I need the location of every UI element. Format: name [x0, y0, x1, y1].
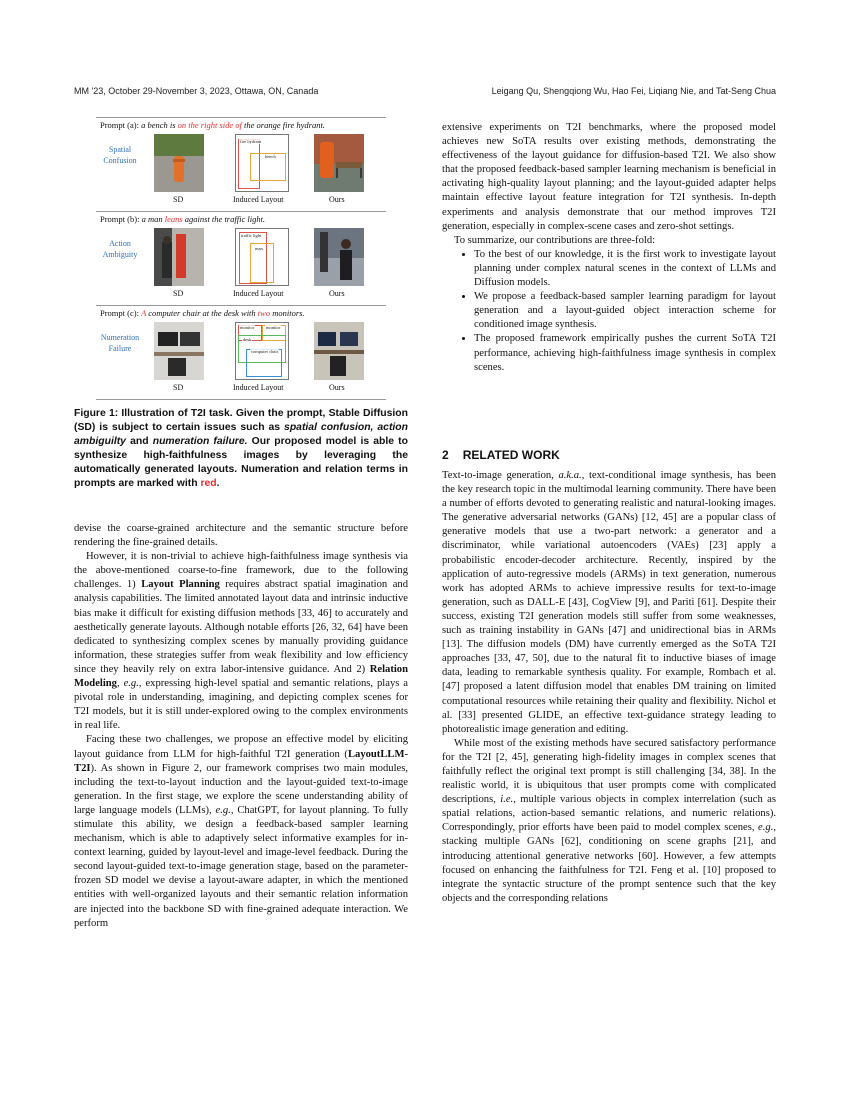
- list-item: • The proposed framework empirically pushes the current SoTA T2I performance, achieving high-faithfulness image synthesis in complex scenes.: [474, 332, 776, 374]
- paragraph: While most of the existing methods have secured satisfactory performance for the T2I [2, 45], generating high-fidelity images in complex scenes that faithfully reflect the original text prompt is still challenging [34, 38]. In the realistic world, it is ubiquitous that user prompts come with complicated descriptions, i.e., multiple various objects in complex interrelation (such as spatial relations, action-based semantic relations, and numeric relations). Correspondingly, prior efforts have been paid to model complex scenes, e.g., stacking multiple GANs [62], conditioning on scene graphs [21], and introducing attentional generative networks [60]. However, a few attempts focused on enhancing the faithfulness for T2I. Feng et al. [10] proposed to integrate the syntactic structure of the prompt sentence such that the key objects and the corresponding relations: [442, 737, 776, 904]
- figure-caption: Figure 1: Illustration of T2I task. Given the prompt, Stable Diffusion (SD) is subject to certain issues such as spatial confusion, action ambiguilty and numeration failure. Our proposed model is able to synthesize high-faithfulness images by leveraging the automatically generated layouts. Numeration and relation terms in prompts are marked with red.: [74, 408, 408, 489]
- paragraph: However, it is non-trivial to achieve high-faithfulness image synthesis via the above-mentioned coarse-to-fine framework, due to the following challenges. 1) Layout Planning requires abstract spatial imagination and analysis capabilities. The limited annotated layout data and intrinsic inductive bias make it difficult for existing diffusion methods [33, 46] to accurately and aesthetically generate layouts. Although notable efforts [26, 32, 64] have been dedicated to synthesizing complex scenes by manually providing guidance information, these strategies suffer from weak flexibility and low efficiency since they heavily rely on extra labor-intensive guidance. And 2) Relation Modeling, e.g., expressing high-level spatial and semantic relations, plays a pivotal role in understanding, imagining, and depicting complex scenes for T2I models, but it is still under-explored owing to the complex environments in real life.: [74, 551, 409, 732]
- prompt-b: Prompt (b): a man leans against the traffic light.: [100, 214, 266, 224]
- prompt-a: Prompt (a): a bench is on the right side of the orange fire hydrant.: [100, 120, 325, 130]
- running-header-left: MM '23, October 29-November 3, 2023, Ottawa, ON, Canada: [74, 86, 319, 96]
- sd-image: [154, 228, 204, 286]
- col-label-sd: SD: [173, 195, 184, 204]
- paragraph: Facing these two challenges, we propose an effective model by eliciting layout guidance from LLM for high-faithful T2I generation (LayoutLLM-T2I). As shown in Figure 2, our framework comprises two main modules, including the text-to-layout induction and the layout-guided text-to-image generation. In the first stage, we explore the scene understanding ability of large language models (LLMs), e.g., ChatGPT, for layout planning. To fully stimulate this ability, we design a feedback-based sampler learning mechanism, which is able to adaptively select informative examples for in-context learning, guided by layout-level and image-level feedback. During the second layout-guided text-to-image generation stage, based on the parameter-frozen SD model we devise a layout-aware adapter, in which the mentioned entities with well-organized layouts and their semantic relation information are injected into the backbone SD with fine-grained adequate interaction. We perform: [74, 734, 408, 929]
- col-label-layout: Induced Layout: [233, 195, 284, 204]
- prompt-c: Prompt (c): A computer chair at the desk with two monitors.: [100, 308, 305, 318]
- figure-1: [96, 117, 386, 400]
- left-column-text: [74, 522, 408, 931]
- right-column-text: [442, 121, 776, 375]
- related-work-text: [442, 469, 776, 906]
- induced-layout: traffic light man: [235, 228, 289, 286]
- section-heading: 2 RELATED WORK: [442, 448, 560, 462]
- category-label: Numeration Failure: [100, 333, 140, 353]
- induced-layout: monitor monitor desk computer chair: [235, 322, 289, 380]
- col-label-ours: Ours: [329, 195, 345, 204]
- figure-row-a: [96, 117, 386, 211]
- category-label: Spatial Confusion: [103, 145, 137, 165]
- induced-layout: fire hydrant bench: [235, 134, 289, 192]
- ours-image: [314, 134, 364, 192]
- paragraph: extensive experiments on T2I benchmarks, where the proposed model achieves new SoTA results over existing methods, demonstrating the effectiveness of the layout guidance for diffusion-based T2I. We also show that the proposed feedback-based sampler learning mechanism is beneficial in activating high-quality layout planning; and the layout-guided adapter helps maintain effective layout feature integration for T2I synthesis. In-depth experiments and analysis demonstrate that our method improves T2I generation, especially in complex-scene cases and zero-shot settings.: [442, 122, 776, 232]
- sd-image: [154, 134, 204, 192]
- category-label: Action Ambiguity: [102, 239, 138, 259]
- contributions-list: [442, 248, 776, 375]
- list-item: • To the best of our knowledge, it is the first work to investigate layout planning under complex natural scenes in the context of LLMs and Diffusion models.: [474, 248, 776, 290]
- paragraph: To summarize, our contributions are three-fold:: [454, 234, 656, 246]
- figure-row-c: Prompt (c): A computer chair at the desk with two monitors. Numeration Failure monitor monitor desk computer chair SD Induced Layout Ours: [96, 305, 386, 400]
- paragraph: Text-to-image generation, a.k.a., text-conditional image synthesis, has been the key research topic in the multimodal learning community. There have been a number of efforts devoted to generating realistic and natural-looking images. The generative adversarial networks (GANs) [12, 45] are a popular class of generative models that use a two-part network: a generator and a discriminator, while variational autoencoders (VAEs) [23] apply a probabilistic encoder-decoder architecture. Recently, inspired by the application of auto-regressive models (ARMs) in text generation, numerous work has adopted ARMs to achieve impressive results for text-to-image generation, such as DALL-E [43], CogView [9], and Pariti [61]. Despite their success, existing T2I generation models still suffer from some weaknesses, such as training instability in GANs [47] and unidirectional bias in ARMs [13]. The diffusion models (DM) have currently emerged as the SoTA T2I approaches [33, 47, 50], due to the natural fit to inductive biases of image data, leading to remarkable synthesis quality. For example, Rombach et al. [47] proposed a latent diffusion model that enables DM training on limited computational resources while retaining their quality and flexibility. Nichol et al. [33] presented GLIDE, an effective text-guidance strategy leading to photorealistic image generation and editing.: [442, 470, 777, 735]
- ours-image: [314, 228, 364, 286]
- running-header-right: Leigang Qu, Shengqiong Wu, Hao Fei, Liqiang Nie, and Tat-Seng Chua: [491, 86, 776, 96]
- figure-row-b: Prompt (b): a man leans against the traffic light. Action Ambiguity traffic light man SD Induced Layout Ours: [96, 211, 386, 305]
- list-item: • We propose a feedback-based sampler learning paradigm for layout generation and a layout-guided object interaction scheme for conditioned image synthesis.: [474, 290, 776, 332]
- sd-image: [154, 322, 204, 380]
- paragraph: devise the coarse-grained architecture and the semantic structure before rendering the fine-grained details.: [74, 523, 408, 549]
- ours-image: [314, 322, 364, 380]
